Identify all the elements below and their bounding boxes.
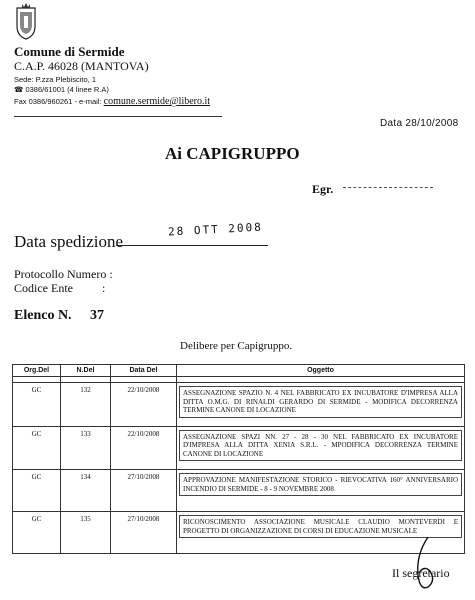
entity-code-sep: : (101, 281, 106, 295)
cell-subject: ASSEGNAZIONE SPAZIO N. 4 NEL FABBRICATO EX INCUBATORE D'IMPRESA ALLA DITTA O.M.G. DI RINALDI GERARDO DI SERMIDE - MODIFICA DECORRENZA TERMINE CANONE DI LOCAZIONE (179, 386, 462, 418)
cell-num: 133 (61, 426, 111, 464)
list-subtitle: Delibere per Capigruppo. (180, 340, 293, 352)
email-link[interactable]: comune.sermide@libero.it (103, 96, 211, 107)
cell-date: 22/10/2008 (111, 383, 177, 421)
egr-blank-line (343, 187, 433, 188)
cell-date: 27/10/2008 (111, 470, 177, 507)
header-org: Org.Del (13, 365, 61, 377)
header-num: N.Del (61, 365, 111, 377)
document-date: Data 28/10/2008 (380, 118, 459, 129)
seat-address: Sede: P.zza Plebiscito, 1 (14, 75, 96, 84)
cell-num: 134 (61, 470, 111, 507)
cell-num: 132 (61, 383, 111, 421)
header-subject: Oggetto (177, 365, 465, 377)
phone-number: 0386/61001 (4 linee R.A) (25, 85, 109, 94)
municipal-crest-icon (14, 2, 38, 40)
entity-code-row (14, 281, 113, 295)
signature-scribble-icon (410, 535, 440, 595)
list-number: 37 (90, 308, 104, 323)
cell-subject: APPROVAZIONE MANIFESTAZIONE STORICO - RIEVOCATIVA 160° ANNIVERSARIO INCENDIO DI SERMIDE - 8 - 9 NOVEMBRE 2008 (179, 473, 462, 496)
header-divider (14, 116, 222, 117)
table-row (13, 512, 465, 549)
cell-org: GC (13, 512, 61, 549)
shipping-date-label: Data spedizione (14, 232, 124, 251)
protocol-label: Protocollo Numero : (14, 267, 113, 281)
entity-code-label: Codice Ente (14, 281, 73, 295)
egr-label: Egr. (312, 182, 334, 196)
resolutions-table (12, 364, 465, 554)
fax-label: Fax 0386/960261 - e-mail: (14, 97, 102, 106)
fax-email-line (14, 96, 210, 107)
cell-subject: ASSEGNAZIONE SPAZI NN. 27 - 28 - 30 NEL FABBRICATO EX INCUBATORE D'IMPRESA ALLA DITTA XENIA S.R.L. - MPODIFICA DECORRENZA TERMINE CANONE DI LOCAZIONE (179, 430, 462, 462)
table-row (13, 383, 465, 421)
cell-date: 27/10/2008 (111, 512, 177, 549)
table-row (13, 426, 465, 464)
municipality-name: Comune di Sermide (14, 44, 125, 59)
phone-icon: ☎ (14, 85, 24, 94)
cell-date: 22/10/2008 (111, 426, 177, 464)
table-header-row (13, 365, 465, 377)
cell-num: 135 (61, 512, 111, 549)
header-date: Data Del (111, 365, 177, 377)
cell-org: GC (13, 470, 61, 507)
shipping-date-line (116, 245, 268, 246)
table-row (13, 470, 465, 507)
cell-subject: RICONOSCIMENTO ASSOCIAZIONE MUSICALE CLAUDIO MONTEVERDI E PROGETTO DI ORGANIZZAZIONE DI CORSI DI EDUCAZIONE MUSICALE (179, 515, 462, 538)
signature-label: Il segretario (392, 566, 450, 580)
shipping-date-stamp: 28 OTT 2008 (167, 220, 264, 239)
phone-line (14, 85, 109, 94)
postal-code-line: C.A.P. 46028 (MANTOVA) (14, 59, 149, 73)
cell-org: GC (13, 426, 61, 464)
list-label: Elenco N. (14, 308, 72, 323)
document-title: Ai CAPIGRUPPO (165, 144, 300, 163)
cell-org: GC (13, 383, 61, 421)
protocol-block (14, 267, 113, 295)
